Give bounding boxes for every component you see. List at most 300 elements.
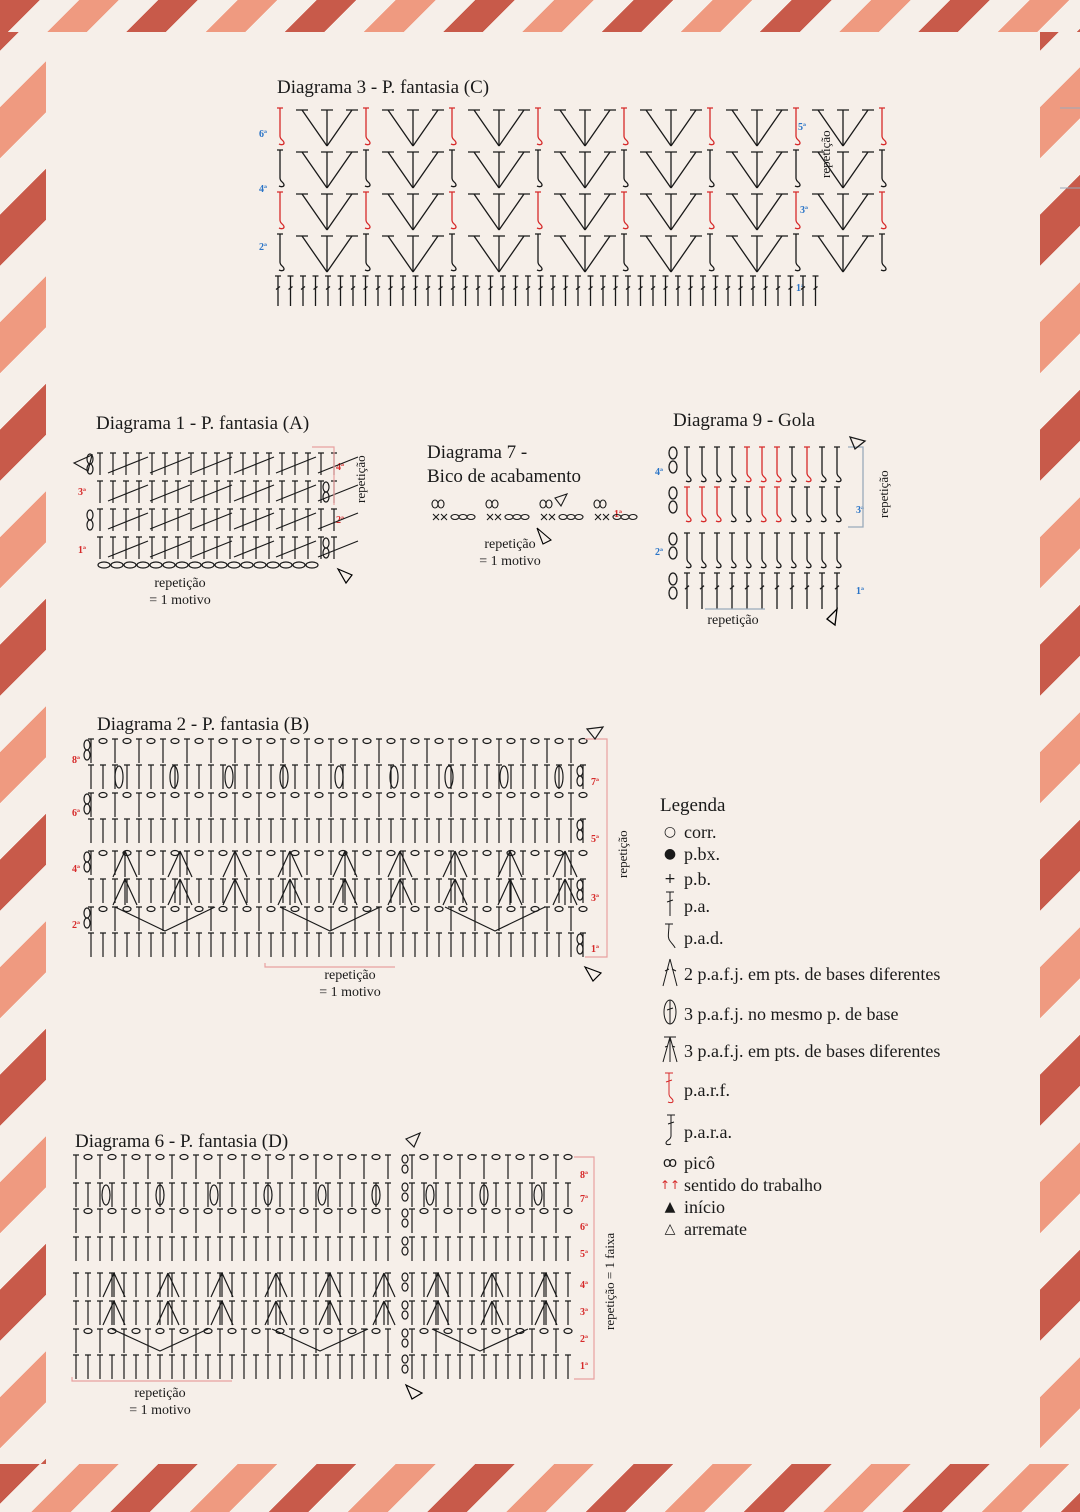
double-crochet-symbol (232, 793, 238, 817)
double-crochet-symbol (457, 1237, 463, 1261)
chain-symbol (577, 776, 583, 786)
chain-symbol (402, 1165, 408, 1173)
post-stitch-symbol (699, 533, 706, 568)
chain-symbol (84, 750, 90, 760)
double-crochet-symbol (136, 481, 142, 503)
double-crochet-symbol (208, 765, 214, 789)
chain-symbol (228, 1329, 236, 1334)
double-crochet-symbol (412, 879, 418, 903)
chain-symbol (280, 562, 292, 568)
diagram2-row-label: 2ª (72, 920, 80, 931)
single-crochet-symbol (541, 514, 555, 520)
double-crochet-symbol (201, 537, 207, 559)
double-crochet-symbol (409, 1209, 415, 1233)
double-crochet-symbol (280, 793, 286, 817)
diagram2-repeat-label: repetição (615, 830, 630, 878)
double-crochet-symbol (729, 573, 735, 609)
diagram9-row-label: 4ª (655, 467, 663, 478)
double-crochet-symbol (385, 1355, 391, 1379)
repeat-bracket (574, 1157, 594, 1379)
double-crochet-symbol (145, 1301, 151, 1325)
double-crochet-symbol (349, 1301, 355, 1325)
chain-symbol (84, 908, 90, 918)
double-crochet-symbol (227, 481, 233, 503)
double-crochet-symbol (517, 1355, 523, 1379)
chain-symbol (108, 1155, 116, 1160)
chain-symbol (219, 907, 227, 912)
chain-symbol (84, 804, 90, 814)
post-stitch-symbol (729, 447, 736, 482)
diagram9-repeat-note: repetição (707, 613, 759, 628)
double-crochet-symbol (160, 933, 166, 957)
post-stitch-symbol (819, 487, 826, 522)
double-crochet-symbol (85, 1237, 91, 1261)
double-crochet-symbol (256, 739, 262, 763)
chain-symbol (204, 1209, 212, 1214)
diagram7-row-label: 1ª (614, 509, 622, 520)
chain-symbol (84, 1329, 92, 1334)
double-crochet-symbol (472, 851, 478, 875)
double-crochet-symbol (304, 793, 310, 817)
diagram7-chart (425, 492, 625, 552)
legend-label: p.a.r.f. (684, 1079, 730, 1100)
chain-symbol (111, 562, 123, 568)
fan-stitch-symbol (327, 194, 358, 230)
chain-symbol (87, 520, 93, 530)
double-crochet-symbol (208, 851, 214, 875)
double-crochet-symbol (148, 879, 154, 903)
chain-symbol (339, 793, 347, 798)
double-crochet-symbol (525, 276, 531, 306)
double-crochet-symbol (280, 933, 286, 957)
chain-symbol (156, 1209, 164, 1214)
legend-item (660, 1112, 1040, 1152)
chain-symbol (132, 1155, 140, 1160)
chain-symbol (577, 880, 583, 890)
double-crochet-symbol (112, 819, 118, 843)
double-crochet-symbol (575, 276, 581, 306)
chain-symbol (483, 851, 491, 856)
double-crochet-symbol (244, 933, 250, 957)
double-crochet-symbol (513, 276, 519, 306)
double-crochet-symbol (241, 1155, 247, 1179)
chain-symbol (300, 1209, 308, 1214)
double-crochet-symbol (172, 819, 178, 843)
post-stitch-symbol (744, 447, 751, 482)
double-crochet-symbol (500, 276, 506, 306)
chain-symbol (339, 907, 347, 912)
double-crochet-symbol (505, 1301, 511, 1325)
double-crochet-symbol (253, 1237, 259, 1261)
double-crochet-symbol (265, 1155, 271, 1179)
double-crochet-symbol (433, 1209, 439, 1233)
diagram3-row-label: 6ª (259, 129, 267, 140)
double-crochet-symbol (349, 1273, 355, 1297)
double-crochet-symbol (550, 276, 556, 306)
post-stitch-symbol (793, 108, 800, 145)
diagram2-row-label: 5ª (591, 834, 599, 845)
chain-symbol (387, 793, 395, 798)
chain-symbol (411, 851, 419, 856)
left-stripe-border (0, 0, 46, 1512)
double-crochet-symbol (157, 1237, 163, 1261)
legend-item (660, 994, 1040, 1034)
double-crochet-symbol (517, 1183, 523, 1207)
diagram6-row-label: 2ª (580, 1334, 588, 1345)
double-crochet-symbol (385, 1237, 391, 1261)
chain-symbol (577, 820, 583, 830)
fan-stitch-symbol (211, 1273, 233, 1297)
double-crochet-symbol (445, 1237, 451, 1261)
chain-symbol (559, 515, 567, 520)
double-crochet-symbol (193, 1183, 199, 1207)
picot-symbol (432, 500, 438, 508)
chain-symbol (195, 793, 203, 798)
treble-crochet-icon (660, 923, 680, 953)
double-crochet-symbol (181, 1355, 187, 1379)
double-crochet-symbol (181, 1273, 187, 1297)
double-crochet-symbol (133, 1273, 139, 1297)
diagram7-title-line2: Bico de acabamento (427, 466, 582, 487)
chain-symbol (402, 1193, 408, 1201)
double-crochet-symbol (208, 933, 214, 957)
double-crochet-symbol (112, 739, 118, 763)
diagram6-repeat-label: repetição = 1 faixa (602, 1232, 617, 1330)
post-stitch-symbol (684, 533, 691, 568)
fan-stitch-symbol (211, 1301, 233, 1325)
double-crochet-symbol (325, 1355, 331, 1379)
double-crochet-symbol (563, 276, 569, 306)
double-crochet-symbol (544, 933, 550, 957)
double-crochet-symbol (304, 851, 310, 875)
three-dc-diff-base-icon (660, 1035, 680, 1067)
double-crochet-symbol (172, 933, 178, 957)
post-stitch-symbol (621, 234, 628, 271)
chain-symbol (132, 1209, 140, 1214)
fan-stitch-symbol (113, 879, 137, 905)
double-crochet-symbol (472, 819, 478, 843)
double-crochet-symbol (196, 765, 202, 789)
fan-stitch-symbol (671, 110, 702, 146)
double-crochet-symbol (256, 907, 262, 931)
post-stitch-symbol (774, 447, 781, 482)
double-crochet-symbol (529, 1301, 535, 1325)
double-crochet-symbol (800, 276, 806, 306)
double-crochet-symbol (188, 481, 194, 503)
double-crochet-symbol (181, 1237, 187, 1261)
legend-item (660, 1152, 1040, 1174)
diagram2-row-label: 3ª (591, 893, 599, 904)
double-crochet-symbol (520, 879, 526, 903)
post-stitch-symbol (621, 150, 628, 187)
post-stitch-symbol (363, 234, 370, 271)
double-crochet-symbol (376, 879, 382, 903)
two-dc-together-icon (660, 957, 680, 991)
chain-symbol (555, 907, 563, 912)
picot-symbol (600, 500, 606, 508)
chain-symbol (291, 793, 299, 798)
chain-symbol (387, 907, 395, 912)
double-crochet-symbol (289, 1237, 295, 1261)
fan-stitch-symbol (757, 110, 788, 146)
chain-symbol (156, 1329, 164, 1334)
double-crochet-symbol (97, 481, 103, 503)
double-crochet-symbol (532, 933, 538, 957)
double-crochet-symbol (520, 765, 526, 789)
double-crochet-symbol (316, 765, 322, 789)
double-crochet-symbol (424, 907, 430, 931)
post-stitch-symbol (707, 234, 714, 271)
double-crochet-symbol (481, 1155, 487, 1179)
double-crochet-symbol (289, 1155, 295, 1179)
diagram3-row-label: 2ª (259, 242, 267, 253)
diagram2-note-line1: repetição (324, 968, 376, 983)
double-crochet-symbol (97, 1209, 103, 1233)
post-stitch-symbol (834, 447, 841, 482)
double-crochet-symbol (352, 793, 358, 817)
double-crochet-symbol (301, 1355, 307, 1379)
double-crochet-symbol (188, 537, 194, 559)
double-crochet-symbol (240, 509, 246, 531)
post-stitch-symbol (535, 192, 542, 229)
double-crochet-symbol (364, 879, 370, 903)
chain-symbol (176, 562, 188, 568)
double-crochet-symbol (460, 933, 466, 957)
double-crochet-symbol (538, 276, 544, 306)
double-crochet-symbol (169, 1183, 175, 1207)
three-dc-symbol (318, 1185, 326, 1205)
double-crochet-symbol (350, 276, 356, 306)
post-stitch-symbol (793, 150, 800, 187)
double-crochet-symbol (160, 793, 166, 817)
legend-label: 3 p.a.f.j. em pts. de bases diferentes (684, 1040, 941, 1061)
diagram1-note-line1: repetição (154, 576, 206, 591)
double-crochet-symbol (136, 819, 142, 843)
three-dc-symbol (426, 1185, 434, 1205)
chain-symbol (411, 793, 419, 798)
double-crochet-symbol (304, 739, 310, 763)
post-stitch-symbol (759, 447, 766, 482)
double-crochet-icon (660, 891, 680, 921)
double-crochet-symbol (100, 933, 106, 957)
double-crochet-symbol (160, 851, 166, 875)
post-stitch-symbol (793, 192, 800, 229)
double-crochet-symbol (774, 573, 780, 609)
double-crochet-symbol (496, 933, 502, 957)
chain-symbol (402, 1247, 408, 1255)
chain-symbol (339, 739, 347, 744)
fan-stitch-symbol (319, 1273, 341, 1297)
double-crochet-symbol (201, 453, 207, 475)
double-crochet-symbol (337, 1355, 343, 1379)
legend (660, 795, 1040, 1240)
double-crochet-symbol (475, 276, 481, 306)
double-crochet-symbol (568, 739, 574, 763)
chain-symbol (402, 1283, 408, 1291)
fan-stitch-symbol (223, 879, 247, 905)
finish-arrow-icon (74, 455, 92, 471)
double-crochet-symbol (304, 933, 310, 957)
double-crochet-symbol (457, 1301, 463, 1325)
double-crochet-symbol (85, 1355, 91, 1379)
chain-symbol (669, 461, 677, 473)
double-crochet-symbol (169, 1329, 175, 1353)
three-dc-symbol (210, 1185, 218, 1205)
chain-symbol (163, 562, 175, 568)
double-crochet-symbol (277, 1237, 283, 1261)
double-crochet-symbol (700, 276, 706, 306)
diagram3-chart (270, 100, 830, 315)
double-crochet-symbol (834, 573, 840, 609)
diagram2-row-label: 7ª (591, 777, 599, 788)
chain-symbol (254, 562, 266, 568)
double-crochet-symbol (388, 819, 394, 843)
chain-symbol (147, 739, 155, 744)
double-crochet-symbol (136, 851, 142, 875)
picot-symbol (486, 500, 492, 508)
double-crochet-symbol (256, 765, 262, 789)
legend-item (660, 821, 1040, 843)
fan-stitch-symbol (296, 194, 327, 230)
chain-symbol (459, 907, 467, 912)
legend-label: p.a.d. (684, 927, 724, 948)
double-crochet-symbol (136, 537, 142, 559)
post-stitch-symbol (759, 487, 766, 522)
double-crochet-symbol (112, 793, 118, 817)
chain-symbol (195, 739, 203, 744)
post-stitch-symbol (834, 533, 841, 568)
double-crochet-symbol (305, 509, 311, 531)
double-crochet-symbol (385, 1329, 391, 1353)
double-crochet-symbol (684, 573, 690, 609)
double-crochet-symbol (650, 276, 656, 306)
double-crochet-symbol (412, 819, 418, 843)
legend-label: picô (684, 1152, 715, 1173)
post-stitch-symbol (277, 234, 284, 271)
double-crochet-symbol (227, 453, 233, 475)
chain-symbol (293, 562, 305, 568)
repeat-bracket (585, 739, 607, 957)
double-crochet-symbol (241, 1273, 247, 1297)
post-stitch-symbol (449, 192, 456, 229)
chain-symbol (243, 851, 251, 856)
fan-stitch-symbol (499, 194, 530, 230)
double-crochet-symbol (301, 1301, 307, 1325)
double-crochet-symbol (229, 1183, 235, 1207)
chain-symbol (402, 1183, 408, 1191)
diagram3-row-label: 1ª (796, 283, 804, 294)
double-crochet-symbol (376, 819, 382, 843)
double-crochet-symbol (663, 276, 669, 306)
chain-symbol (564, 1209, 572, 1214)
double-crochet-symbol (280, 907, 286, 931)
double-crochet-symbol (123, 509, 129, 531)
chain-symbol (252, 1209, 260, 1214)
diagram6-row-label: 3ª (580, 1307, 588, 1318)
double-crochet-symbol (400, 819, 406, 843)
three-dc-symbol (115, 766, 123, 788)
double-crochet-symbol (145, 1237, 151, 1261)
diagram7-title-line1: Diagrama 7 - (427, 442, 528, 463)
double-crochet-symbol (352, 765, 358, 789)
double-crochet-symbol (73, 1155, 79, 1179)
double-crochet-symbol (328, 765, 334, 789)
double-crochet-symbol (409, 1301, 415, 1325)
single-crochet-symbol (433, 514, 447, 520)
double-crochet-symbol (193, 1355, 199, 1379)
legend-item (660, 890, 1040, 922)
post-stitch-symbol (774, 533, 781, 568)
picot-symbol (546, 500, 552, 508)
diagram6-row-label: 6ª (580, 1222, 588, 1233)
double-crochet-symbol (268, 879, 274, 903)
fan-stitch-symbol (327, 236, 358, 272)
diagram9-title: Diagrama 9 - Gola (673, 410, 815, 431)
diagram1-chart (70, 445, 360, 585)
double-crochet-symbol (788, 276, 794, 306)
double-crochet-symbol (505, 1155, 511, 1179)
legend-item (660, 954, 1040, 994)
double-crochet-symbol (100, 879, 106, 903)
double-crochet-symbol (266, 537, 272, 559)
chain-symbol (669, 487, 677, 499)
double-crochet-symbol (244, 765, 250, 789)
double-crochet-symbol (436, 879, 442, 903)
double-crochet-symbol (193, 1273, 199, 1297)
double-crochet-symbol (73, 1329, 79, 1353)
double-crochet-symbol (175, 509, 181, 531)
double-crochet-symbol (73, 1209, 79, 1233)
post-stitch-symbol (759, 533, 766, 568)
double-crochet-symbol (448, 793, 454, 817)
double-crochet-symbol (541, 1237, 547, 1261)
three-dc-symbol (445, 766, 453, 788)
double-crochet-symbol (184, 739, 190, 763)
cross-stitch-symbol (234, 541, 274, 557)
double-crochet-symbol (133, 1237, 139, 1261)
picot-icon: ꝏ (662, 1155, 678, 1171)
double-crochet-symbol (266, 481, 272, 503)
cross-stitch-symbol (150, 541, 190, 557)
double-crochet-symbol (400, 739, 406, 763)
diagram3-repeat-label: repetição (818, 130, 833, 178)
chain-symbol (577, 766, 583, 776)
double-crochet-symbol (169, 1237, 175, 1261)
fan-stitch-symbol (427, 1301, 449, 1325)
fan-stitch-symbol (671, 236, 702, 272)
post-stitch-symbol (699, 487, 706, 522)
legend-label: sentido do trabalho (684, 1174, 822, 1195)
chain-symbol (348, 1329, 356, 1334)
fan-stitch-symbol (333, 851, 357, 877)
chain-symbol (228, 1155, 236, 1160)
chain-symbol (171, 907, 179, 912)
chain-symbol (219, 793, 227, 798)
chain-symbol (315, 851, 323, 856)
double-crochet-symbol (496, 819, 502, 843)
chain-symbol (84, 794, 90, 804)
chain-symbol (84, 740, 90, 750)
chain-symbol (435, 793, 443, 798)
double-crochet-symbol (265, 1209, 271, 1233)
chain-symbol (531, 793, 539, 798)
double-crochet-symbol (123, 481, 129, 503)
chain-symbol (300, 1329, 308, 1334)
double-crochet-symbol (136, 933, 142, 957)
double-crochet-symbol (193, 1301, 199, 1325)
double-crochet-symbol (813, 276, 819, 306)
double-crochet-symbol (385, 1209, 391, 1233)
